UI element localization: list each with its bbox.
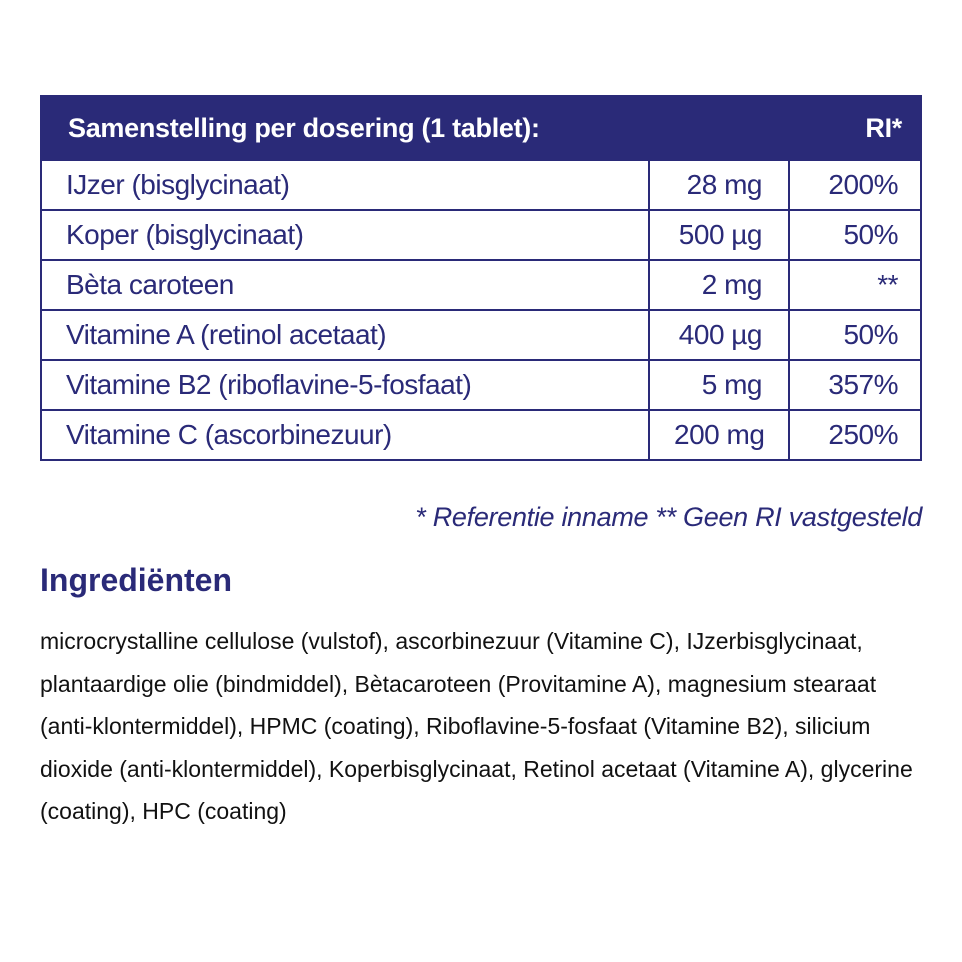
nutrient-name: Vitamine A (retinol acetaat): [41, 310, 649, 360]
nutrient-name: Vitamine C (ascorbinezuur): [41, 410, 649, 460]
nutrient-amount: 5 mg: [649, 360, 789, 410]
nutrient-amount: 28 mg: [649, 160, 789, 210]
nutrient-ri: 50%: [789, 310, 921, 360]
nutrient-name: IJzer (bisglycinaat): [41, 160, 649, 210]
nutrient-name: Koper (bisglycinaat): [41, 210, 649, 260]
table-header-title: Samenstelling per dosering (1 tablet):: [41, 96, 789, 160]
table-header-row: [41, 96, 921, 160]
table-row: [41, 260, 921, 310]
table-row: [41, 410, 921, 460]
nutrient-ri: 50%: [789, 210, 921, 260]
ingredients-text: microcrystalline cellulose (vulstof), ascorbinezuur (Vitamine C), IJzerbisglycinaat, plantaardige olie (bindmiddel), Bètacaroteen (Provitamine A), magnesium stearaat (anti-klontermiddel), HPMC (coating), Riboflavine-5-fosfaat (Vitamine B2), silicium dioxide (anti-klontermiddel), Koperbisglycinaat, Retinol acetaat (Vitamine A), glycerine (coating), HPC (coating): [40, 628, 913, 824]
nutrient-amount: 200 mg: [649, 410, 789, 460]
table-row: [41, 210, 921, 260]
ingredients-heading: Ingrediënten: [40, 562, 233, 598]
table-row: [41, 360, 921, 410]
table-row: [41, 160, 921, 210]
nutrient-name: Bèta caroteen: [41, 260, 649, 310]
nutrient-ri: 250%: [789, 410, 921, 460]
nutrient-ri: **: [789, 260, 921, 310]
ri-footnote: * Referentie inname ** Geen RI vastgesteld: [415, 502, 922, 532]
nutrient-ri: 357%: [789, 360, 921, 410]
nutrient-name: Vitamine B2 (riboflavine-5-fosfaat): [41, 360, 649, 410]
nutrient-amount: 500 µg: [649, 210, 789, 260]
nutrient-amount: 2 mg: [649, 260, 789, 310]
table-row: [41, 310, 921, 360]
nutrient-ri: 200%: [789, 160, 921, 210]
composition-table: [40, 95, 922, 461]
table-header-ri: RI*: [789, 96, 921, 160]
nutrient-amount: 400 µg: [649, 310, 789, 360]
